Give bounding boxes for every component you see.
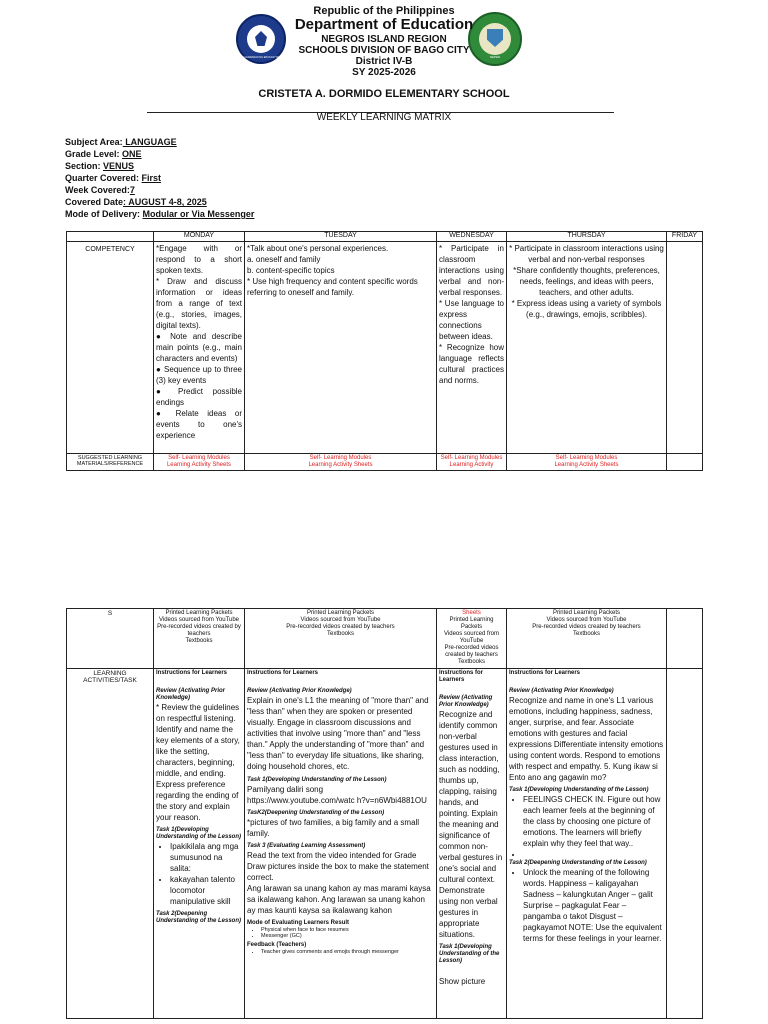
division-line: SCHOOLS DIVISION OF BAGO CITY	[298, 45, 470, 56]
competency-friday	[667, 242, 703, 454]
day-thursday: THURSDAY	[507, 232, 667, 242]
learning-matrix-page2	[66, 608, 703, 1019]
competency-thursday: * Participate in classroom interactions using verbal and non-verbal responses *Share confidently thoughts, preferences, needs, feelings, and ideas with peers, teachers, and other adults. * Express ideas using a variety of symbols (e.g., drawings, emojis, scribbles).	[507, 242, 667, 454]
materials-monday: Self- Learning Modules Learning Activity Sheets	[154, 454, 245, 471]
materials-friday	[667, 454, 703, 471]
materials-cont-label: S	[67, 609, 154, 669]
day-wednesday: WEDNESDAY	[437, 232, 507, 242]
competency-monday: *Engage with or respond to a short spoken texts. * Draw and discuss information or ideas from a range of text (e.g., stories, images, digital texts). ● Note and describe main points (e.g., main characters and events) ● Sequence up to three (3) key events ● Predict possible endings ● Relate ideas or events to one's experience	[154, 242, 245, 454]
materials-tuesday: Self- Learning Modules Learning Activity Sheets	[245, 454, 437, 471]
competency-tuesday: *Talk about one's personal experiences. a. oneself and family b. content-specific topics * Use high frequency and content specific words referring to oneself and family.	[245, 242, 437, 454]
info-week: Week Covered:7	[65, 185, 135, 195]
materials2-wednesday: Sheets Printed Learning Packets Videos sourced from YouTube Pre-recorded videos created by teachers Textbooks	[437, 609, 507, 669]
info-grade: Grade Level: ONE	[65, 149, 142, 159]
activities-label: LEARNING ACTIVITIES/TASK	[67, 669, 154, 1019]
info-subject: Subject Area: LANGUAGE	[65, 137, 177, 147]
info-mode: Mode of Delivery: Modular or Via Messenger	[65, 209, 255, 219]
competency-label: COMPETENCY	[67, 242, 154, 454]
info-quarter: Quarter Covered: First	[65, 173, 162, 183]
document-title: WEEKLY LEARNING MATRIX	[316, 112, 452, 123]
department-line: Department of Education	[294, 16, 474, 33]
day-tuesday: TUESDAY	[245, 232, 437, 242]
materials2-tuesday: Printed Learning Packets Videos sourced from YouTube Pre-recorded videos created by teachers Textbooks	[245, 609, 437, 669]
activities-friday	[667, 669, 703, 1019]
activities-monday: Instructions for Learners Review (Activating Prior Knowledge) * Review the guidelines on respectful listening. Identify and name the key elements of a story, like the setting, characters, beginning, middle, and ending. Express preference regarding the ending of the story and explain your reason. Task 1(Developing Understanding of the Lesson) • Ipakikilala ang mga sumusunod na salita: • kakayahan talento locomotor manipulative skill Task 2(Deepening Understanding of the Lesson)	[154, 669, 245, 1019]
materials-wednesday: Self- Learning Modules Learning Activity	[437, 454, 507, 471]
region-line: NEGROS ISLAND REGION	[321, 34, 447, 45]
info-section: Section: VENUS	[65, 161, 135, 171]
seal-right-text: DEPED	[489, 55, 501, 59]
activities-thursday: Instructions for Learners Review (Activating Prior Knowledge) Recognize and name in one's L1 various emotions, including happiness, sadness, anger, surprise, and fear. Associate emotions with gestures and facial expressions Differentiate intensity emotions using content words. Respond to emotions with respect and empathy. 5. Kung ikaw si Ento ano ang gagawin mo? Task 1(Developing Understanding of the Lesson) • FEELINGS CHECK IN. Figure out how each learner feels at the beginning of the class by choosing one picture of emotions. The learners will briefly explain why they feel that way.. • Task 2(Deepening Understanding of the Lesson) • Unlock the meaning of the following words. Happiness – kaligayahan Sadness – kalungkutan Anger – galit Surprise – pagkagulat Fear – pangamba o takot Disgust – pagkayamot NOTE: Use the equivalent terms for these feelings in your learner.	[507, 669, 667, 1019]
corner-cell	[67, 232, 154, 242]
materials2-monday: Printed Learning Packets Videos sourced from YouTube Pre-recorded videos created by teachers Textbooks	[154, 609, 245, 669]
school-year-line: SY 2025-2026	[352, 67, 416, 78]
day-monday: MONDAY	[154, 232, 245, 242]
info-date: Covered Date: AUGUST 4-8, 2025	[65, 197, 207, 207]
republic-line: Republic of the Philippines	[313, 5, 455, 17]
materials2-thursday: Printed Learning Packets Videos sourced from YouTube Pre-recorded videos created by teachers Textbooks	[507, 609, 667, 669]
district-line: District IV-B	[355, 56, 413, 67]
day-friday: FRIDAY	[667, 232, 703, 242]
competency-wednesday: * Participate in classroom interactions using verbal and non-verbal responses. * Use language to express connections between ideas. * Recognize how language reflects cultural practices and norms.	[437, 242, 507, 454]
school-name: CRISTETA A. DORMIDO ELEMENTARY SCHOOL	[258, 88, 510, 100]
learning-matrix-page1	[66, 231, 703, 471]
materials-label: SUGGESTED LEARNING MATERIALS/REFERENCE	[67, 454, 154, 471]
materials-thursday: Self- Learning Modules Learning Activity Sheets	[507, 454, 667, 471]
activities-wednesday: Instructions for Learners Review (Activating Prior Knowledge) Recognize and identify common non-verbal gestures used in class interaction, such as nodding, thumbs up, clapping, raising hands, and pointing. Explain the meaning and significance of common non-verbal gestures in one's social and cultural context. Demonstrate using non verbal gestures in appropriate situations. Task 1(Developing Understanding of the Lesson) Show picture	[437, 669, 507, 1019]
activities-tuesday: Instructions for Learners Review (Activating Prior Knowledge) Explain in one's L1 the meaning of "more than" and "less than" when they are spoken or presented visually. Engage in classroom discussions and activities that involve using "more than" and "less than." Apply the understanding of "more than" and "less than" to everyday life situations, like sharing, doing household chores, etc. Task 1(Developing Understanding of the Lesson) Pamilyang daliri song https://www.youtube.com/watc h?v=n6Wbi4881OU TasK2(Deepening Understanding of the Lesson) *pictures of two families, a big family and a small family. Task 3 (Evaluating Learning Assessment) Read the text from the video intended for Grade Draw pictures inside the box to make the statement correct. Ang larawan sa unang kahon ay mas marami kaysa sa ikalawang kahon. Ang larawan sa unang kahon ay mas kaunti kaysa sa ikalawang kahon Mode of Evaluating Learners Result • Physical when face to face resumes • Messenger (GC) Feedback (Teachers) • Teacher gives comments and emojis through messenger	[245, 669, 437, 1019]
seal-left-text: KAGAWARAN NG EDUKASYON	[242, 56, 280, 59]
materials2-friday	[667, 609, 703, 669]
